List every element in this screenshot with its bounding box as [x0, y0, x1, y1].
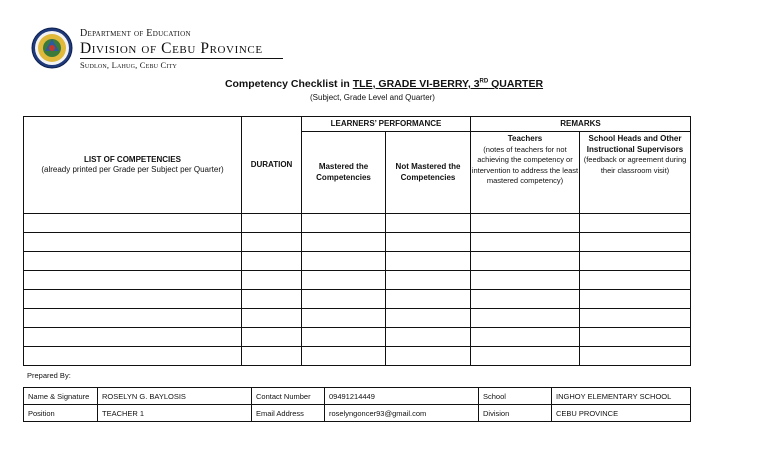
table-row — [24, 252, 691, 271]
prepared-by-label: Prepared By: — [27, 371, 71, 380]
contact-label: Contact Number — [252, 388, 325, 405]
table-row — [24, 388, 691, 405]
name-signature-label: Name & Signature — [24, 388, 98, 405]
heads-header: School Heads and Other Instructional Supervisors (feedback or agreement during their classroom visit) — [580, 132, 691, 214]
signature-table — [23, 387, 691, 422]
division-address: Sudlon, Lahug, Cebu City — [80, 60, 178, 70]
competency-table — [23, 116, 691, 366]
list-header-cell — [24, 117, 242, 214]
performance-header: LEARNERS’ PERFORMANCE — [302, 117, 471, 132]
email-label: Email Address — [252, 405, 325, 422]
not-mastered-header: Not Mastered the Competencies — [386, 132, 471, 214]
table-row — [24, 233, 691, 252]
division-value: CEBU PROVINCE — [552, 405, 691, 422]
school-value: INGHOY ELEMENTARY SCHOOL — [552, 388, 691, 405]
department-name: Department of Education — [80, 28, 191, 39]
page-title — [0, 78, 768, 90]
page-subtitle: (Subject, Grade Level and Quarter) — [310, 93, 435, 102]
teachers-header: Teachers (notes of teachers for not achieving the competency or intervention to address the least mastered competency) — [471, 132, 580, 214]
table-row — [24, 290, 691, 309]
name-value: ROSELYN G. BAYLOSIS — [98, 388, 252, 405]
contact-value: 09491214449 — [325, 388, 479, 405]
list-header: LIST OF COMPETENCIES — [84, 154, 181, 164]
mastered-header: Mastered the Competencies — [302, 132, 386, 214]
header-rule — [80, 58, 283, 59]
email-value: roselyngoncer93@gmail.com — [325, 405, 479, 422]
table-row — [24, 309, 691, 328]
deped-seal-icon — [31, 27, 73, 69]
table-row — [24, 271, 691, 290]
table-row — [24, 405, 691, 422]
table-row — [24, 328, 691, 347]
division-label: Division — [479, 405, 552, 422]
position-label: Position — [24, 405, 98, 422]
position-value: TEACHER 1 — [98, 405, 252, 422]
table-row — [24, 347, 691, 366]
table-row — [24, 214, 691, 233]
title-subject: TLE, GRADE VI-BERRY, 3RD QUARTER — [352, 78, 544, 90]
remarks-header: REMARKS — [471, 117, 691, 132]
letterhead — [80, 28, 283, 70]
division-name: Division of Cebu Province — [80, 40, 263, 57]
school-label: School — [479, 388, 552, 405]
list-subheader: (already printed per Grade per Subject per Quarter) — [41, 165, 224, 174]
title-prefix: Competency Checklist in — [224, 78, 353, 90]
duration-header: DURATION — [242, 117, 302, 214]
